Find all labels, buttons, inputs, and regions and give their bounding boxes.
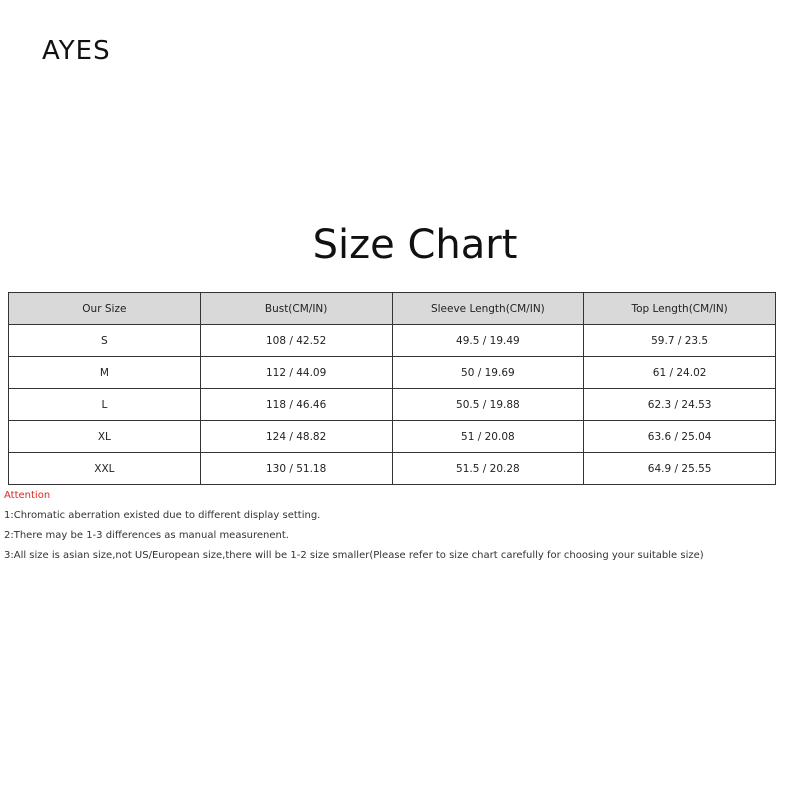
brand-logo-text: AYES [42,36,111,66]
note-item: 3:All size is asian size,not US/European size,there will be 1-2 size smaller(Please refer to size chart carefully for choosing your suitable size) [4,550,704,561]
bust-cell: 124 / 48.82 [200,421,392,453]
sleeve-length-cell: 50.5 / 19.88 [392,389,584,421]
column-header-sleeve-length: Sleeve Length(CM/IN) [392,293,584,325]
bust-cell: 130 / 51.18 [200,453,392,485]
column-header-top-length: Top Length(CM/IN) [584,293,776,325]
top-length-cell: 63.6 / 25.04 [584,421,776,453]
bust-cell: 108 / 42.52 [200,325,392,357]
notes-section [4,489,704,569]
column-header-our-size: Our Size [9,293,201,325]
size-cell: XXL [9,453,201,485]
table-header-row [9,293,776,325]
sleeve-length-cell: 51.5 / 20.28 [392,453,584,485]
note-item: 2:There may be 1-3 differences as manual measurenent. [4,530,289,541]
sleeve-length-cell: 51 / 20.08 [392,421,584,453]
note-item: 1:Chromatic aberration existed due to different display setting. [4,510,321,521]
top-length-cell: 59.7 / 23.5 [584,325,776,357]
top-length-cell: 61 / 24.02 [584,357,776,389]
bust-cell: 118 / 46.46 [200,389,392,421]
table-row [9,325,776,357]
size-cell: XL [9,421,201,453]
size-cell: L [9,389,201,421]
table-row [9,357,776,389]
sleeve-length-cell: 50 / 19.69 [392,357,584,389]
sleeve-length-cell: 49.5 / 19.49 [392,325,584,357]
size-table [8,292,776,485]
bust-cell: 112 / 44.09 [200,357,392,389]
size-cell: S [9,325,201,357]
column-header-bust: Bust(CM/IN) [200,293,392,325]
table-row [9,389,776,421]
top-length-cell: 64.9 / 25.55 [584,453,776,485]
table-row [9,421,776,453]
table-row [9,453,776,485]
size-cell: M [9,357,201,389]
top-length-cell: 62.3 / 24.53 [584,389,776,421]
page-title: Size Chart [312,222,518,268]
attention-heading: Attention [4,490,51,501]
